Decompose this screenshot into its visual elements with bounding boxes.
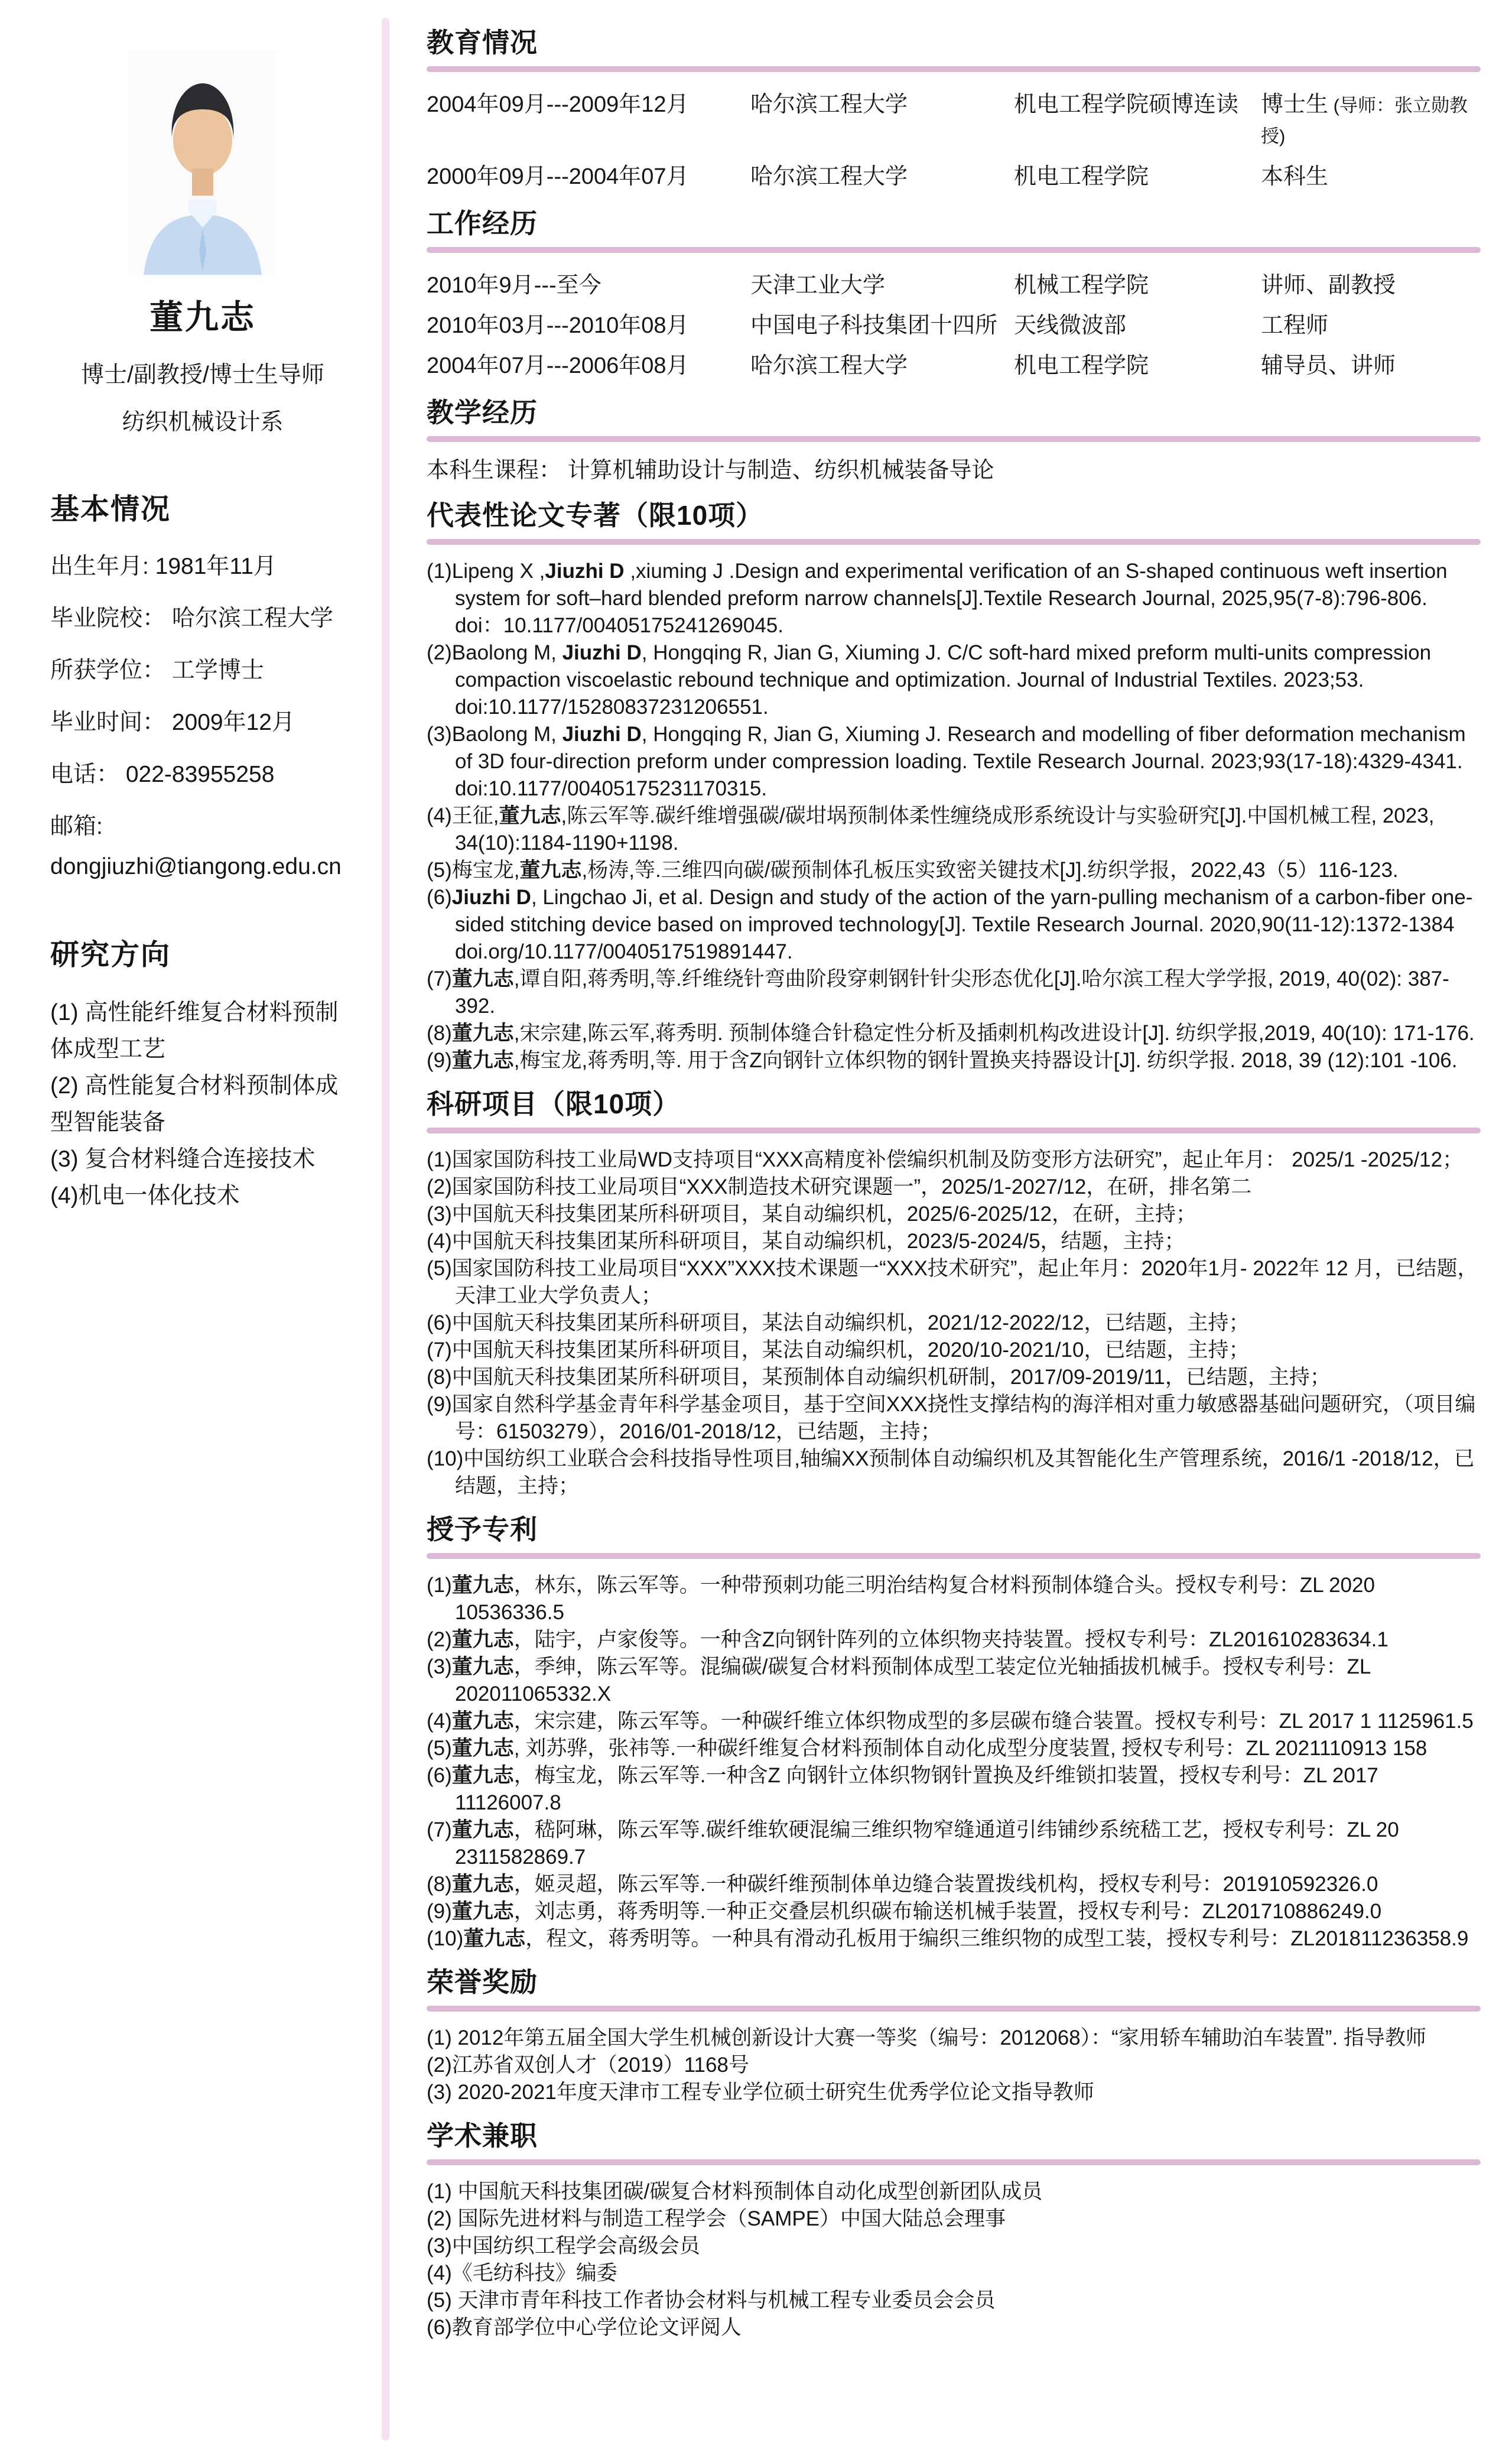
project-item (427, 1364, 1481, 1391)
author-name-bold: 董九志 (519, 859, 582, 882)
basic-info-line (50, 707, 355, 738)
item-text: , Hongqing R, Jian G, Xiuming J. Research and modelling of fiber deformation mechanism of 3D four-direction preform under compression loading. Textile Research Journal. 2023;93(17-18):4329-4341. doi:10.1177/00405175231170315. (455, 723, 1466, 800)
item-text: (4) (427, 1710, 452, 1733)
patent-item (427, 1626, 1481, 1653)
item-text: (4)《毛纺科技》编委 (427, 2262, 617, 2285)
item-text: 出生年月: 1981年11月 (50, 554, 277, 579)
project-item (427, 1174, 1481, 1201)
teaching-section-title: 教学经历 (427, 397, 538, 428)
item-text: (2) 国际先进材料与制造工程学会（SAMPE）中国大陆总会理事 (427, 2207, 1006, 2230)
item-text: ，陆宇，卢家俊等。一种含Z向钢针阵列的立体织物夹持装置。授权专利号：ZL201610283634.1 (513, 1628, 1389, 1651)
patent-item (427, 1817, 1481, 1871)
sidebar-main-divider (382, 18, 389, 2441)
cell-department: 机械工程学院 (1014, 273, 1149, 298)
item-text: ，程文，蒋秀明等。一种具有滑动孔板用于编织三维织物的成型工装，授权专利号：ZL201811236358.9 (525, 1927, 1469, 1950)
research-direction-item (50, 1141, 355, 1178)
cell-organization: 哈尔滨工程大学 (750, 92, 908, 117)
item-text: ,xiuming J .Design and experimental verification of an S-shaped continuous weft insertion system for soft–hard blended preform narrow channels[J].Textile Research Journal, 2025,95(7-8):796-806. doi：10.1177/00405175241269045. (455, 560, 1448, 637)
paper-item (427, 1020, 1481, 1047)
item-text: (3) 2020-2021年度天津市工程专业学位硕士研究生优秀学位论文指导教师 (427, 2081, 1094, 2104)
patent-item (427, 1653, 1481, 1708)
research-direction-item (50, 1068, 355, 1141)
author-name-bold: 董九志 (451, 1873, 514, 1896)
section-underline (427, 436, 1481, 442)
research-directions-list (50, 995, 355, 1214)
projects-section-title: 科研项目（限10项） (427, 1089, 681, 1119)
section-underline (427, 66, 1481, 72)
patent-item (427, 1572, 1481, 1626)
item-text: (5)国家国防科技工业局项目“XXX”XXX技术课题一“XXX技术研究”，起止年月：2020年1月- 2022年 12 月，已结题，天津工业大学负责人； (427, 1257, 1478, 1307)
item-text: 毕业时间： 2009年12月 (50, 710, 295, 735)
projects-list (427, 1146, 1481, 1500)
author-name-bold: 董九志 (451, 1737, 514, 1760)
item-text: (6) (427, 886, 452, 909)
patent-item (427, 1735, 1481, 1762)
item-text: ,梅宝龙,蒋秀明,等. 用于含Z向钢针立体织物的钢针置换夹持器设计[J]. 纺织学报. 2018, 39 (12):101 -106. (513, 1049, 1458, 1072)
section-honors (427, 1961, 1481, 2106)
patents-list (427, 1572, 1481, 1953)
author-name-bold: 董九志 (451, 1628, 514, 1651)
paper-item (427, 884, 1481, 966)
author-name-bold: 董九志 (463, 1927, 526, 1950)
item-text: (4)中国航天科技集团某所科研项目，某自动编织机，2023/5-2024/5，结题，主持； (427, 1230, 1185, 1253)
cell-role: 本科生 (1261, 164, 1329, 189)
academic-list (427, 2178, 1481, 2341)
item-text: (5) 天津市青年科技工作者协会材料与机械工程专业委员会会员 (427, 2289, 996, 2312)
cell-role: 辅导员、讲师 (1261, 353, 1396, 378)
paper-item (427, 558, 1481, 639)
cell-date: 2010年03月---2010年08月 (427, 313, 689, 338)
item-text: ，姬灵超，陈云军等.一种碳纤维预制体单边缝合装置拨线机构，授权专利号：201910592326.0 (513, 1873, 1378, 1896)
patent-item (427, 1762, 1481, 1817)
paper-item (427, 639, 1481, 721)
academic-item (427, 2178, 1481, 2205)
item-text: (2)Baolong M, (427, 641, 562, 664)
cell-organization: 中国电子科技集团十四所 (750, 313, 998, 338)
item-text: (2)国家国防科技工业局项目“XXX制造技术研究课题一”，2025/1-2027/12，在研，排名第二 (427, 1175, 1252, 1198)
honors-section-title: 荣誉奖励 (427, 1967, 538, 1997)
cell-role: 博士生 (导师：张立勋教授) (1261, 92, 1468, 147)
project-item (427, 1337, 1481, 1364)
section-underline (427, 1128, 1481, 1133)
item-text: ，嵇阿琳，陈云军等.碳纤维软硬混编三维织物窄缝通道引纬铺纱系统嵇工艺，授权专利号：ZL 20 2311582869.7 (455, 1818, 1399, 1869)
section-patents (427, 1508, 1481, 1953)
section-work (427, 202, 1481, 381)
cell-date: 2010年9月---至今 (427, 273, 601, 298)
item-text: , Lingchao Ji, et al. Design and study of the action of the yarn-pulling mechanism of a carbon-fiber one-sided stitching device based on improved technology[J]. Textile Research Journal. 2020,90(11-12):1372-1384 doi.org/10.1177/0040517519891447. (455, 886, 1473, 963)
main-content (427, 18, 1481, 2346)
section-papers (427, 494, 1481, 1074)
basic-info-line (50, 852, 355, 882)
section-projects (427, 1083, 1481, 1500)
author-name-bold: 董九志 (451, 1022, 514, 1045)
table-row (427, 271, 1481, 300)
item-text: (9) (427, 1900, 452, 1923)
project-item (427, 1146, 1481, 1174)
basic-info-line (50, 655, 355, 686)
item-text: ，梅宝龙，陈云军等.一种含Z 向钢针立体织物钢针置换及纤维锁扣装置，授权专利号：ZL 2017 11126007.8 (455, 1764, 1378, 1814)
patent-item (427, 1708, 1481, 1735)
faculty-name: 董九志 (149, 298, 256, 336)
basic-info-list (50, 551, 355, 882)
item-text: (8) (427, 1873, 452, 1896)
section-underline (427, 247, 1481, 253)
author-name-bold: Jiuzhi D (451, 886, 531, 909)
item-text: (2) (427, 1628, 452, 1651)
item-text: 毕业院校： 哈尔滨工程大学 (50, 606, 333, 631)
patent-item (427, 1871, 1481, 1898)
item-text: (1) (427, 1574, 452, 1597)
paper-item (427, 803, 1481, 857)
item-text: , 刘苏骅，张祎等.一种碳纤维复合材料预制体自动化成型分度装置, 授权专利号：ZL 2021110913 158 (513, 1737, 1428, 1760)
academic-item (427, 2233, 1481, 2260)
item-text: (10)中国纺织工业联合会科技指导性项目,轴编XX预制体自动编织机及其智能化生产管理系统，2016/1 -2018/12，已结题，主持； (427, 1447, 1475, 1497)
author-name-bold: 董九志 (499, 804, 561, 827)
education-section-title: 教育情况 (427, 27, 538, 58)
item-text: (1)Lipeng X , (427, 560, 545, 583)
item-text: (5) (427, 1737, 452, 1760)
cell-department: 机电工程学院 (1014, 353, 1149, 378)
basic-info-heading: 基本情况 (50, 493, 171, 525)
cell-role: 工程师 (1261, 313, 1329, 338)
patents-section-title: 授予专利 (427, 1514, 538, 1545)
faculty-department: 纺织机械设计系 (122, 410, 284, 435)
author-name-bold: 董九志 (451, 1710, 514, 1733)
item-text: ，林东，陈云军等。一种带预刺功能三明治结构复合材料预制体缝合头。授权专利号：ZL 2020 10536336.5 (455, 1574, 1375, 1624)
item-text: (9) (427, 1049, 452, 1072)
author-name-bold: 董九志 (451, 967, 514, 990)
paper-item (427, 1047, 1481, 1074)
author-name-bold: 董九志 (451, 1764, 514, 1787)
patent-item (427, 1925, 1481, 1953)
author-name-bold: Jiuzhi D (545, 560, 625, 583)
author-name-bold: 董九志 (451, 1900, 514, 1923)
item-text: (1) 2012年第五届全国大学生机械创新设计大赛一等奖（编号：2012068）：“家用轿车辅助泊车装置”. 指导教师 (427, 2026, 1426, 2049)
section-teaching (427, 391, 1481, 486)
item-text: (2) 高性能复合材料预制体成型智能装备 (50, 1073, 339, 1135)
author-name-bold: 董九志 (451, 1049, 514, 1072)
item-text: (9)国家自然科学基金青年科学基金项目，基于空间XXX挠性支撑结构的海洋相对重力敏感器基础问题研究，（项目编号：61503279），2016/01-2018/12，已结题，主持； (427, 1393, 1476, 1443)
item-text: (1) 高性能纤维复合材料预制体成型工艺 (50, 1000, 339, 1062)
cell-department: 机电工程学院 (1014, 164, 1149, 189)
project-item (427, 1445, 1481, 1500)
project-item (427, 1310, 1481, 1337)
item-text: (4)机电一体化技术 (50, 1183, 240, 1208)
item-text: 所获学位： 工学博士 (50, 658, 264, 683)
item-text: (1) 中国航天科技集团碳/碳复合材料预制体自动化成型创新团队成员 (427, 2180, 1043, 2203)
cell-organization: 哈尔滨工程大学 (750, 164, 908, 189)
item-text: (10) (427, 1927, 464, 1950)
research-direction-item (50, 995, 355, 1068)
item-text: ，宋宗建，陈云军等。一种碳纤维立体织物成型的多层碳布缝合装置。授权专利号：ZL 2017 1 1125961.5 (513, 1710, 1474, 1733)
academic-item (427, 2287, 1481, 2314)
cell-organization: 哈尔滨工程大学 (750, 353, 908, 378)
academic-item (427, 2314, 1481, 2341)
item-text: (7) (427, 967, 452, 990)
section-underline (427, 2006, 1481, 2012)
basic-info-line (50, 811, 355, 842)
item-text: (1)国家国防科技工业局WD支持项目“XXX高精度补偿编织机制及防变形方法研究”，起止年月： 2025/1 -2025/12； (427, 1148, 1464, 1171)
basic-info-line (50, 551, 355, 582)
teaching-courses-line: 本科生课程： 计算机辅助设计与制造、纺织机械装备导论 (427, 458, 994, 483)
item-text: (6)中国航天科技集团某所科研项目，某法自动编织机，2021/12-2022/12，已结题，主持； (427, 1311, 1250, 1334)
section-academic (427, 2114, 1481, 2341)
author-name-bold: 董九志 (451, 1574, 514, 1597)
item-text: 邮箱: (50, 814, 103, 839)
item-text: ,杨涛,等.三维四向碳/碳预制体孔板压实致密关键技术[J].纺织学报，2022,43（5）116-123. (581, 859, 1399, 882)
education-table (427, 85, 1481, 191)
cell-role: 讲师、副教授 (1261, 273, 1396, 298)
project-item (427, 1391, 1481, 1445)
item-text: 电话： 022-83955258 (50, 762, 275, 787)
honor-item (427, 2025, 1481, 2052)
item-text: (8)中国航天科技集团某所科研项目，某预制体自动编织机研制，2017/09-2019/11，已结题，主持； (427, 1366, 1331, 1389)
faculty-title: 博士/副教授/博士生导师 (81, 362, 324, 388)
item-text: (7)中国航天科技集团某所科研项目，某法自动编织机，2020/10-2021/10，已结题，主持； (427, 1339, 1250, 1362)
patent-item (427, 1898, 1481, 1925)
item-text: (8) (427, 1022, 452, 1045)
author-name-bold: 董九志 (451, 1818, 514, 1841)
section-education (427, 21, 1481, 191)
item-text: ,陈云军等.碳纤维增强碳/碳坩埚预制体柔性缠绕成形系统设计与实验研究[J].中国机械工程, 2023, 34(10):1184-1190+1198. (455, 804, 1435, 855)
basic-info-line (50, 759, 355, 790)
advisor-note: (导师：张立勋教授) (1261, 95, 1468, 147)
item-text: ，季绅，陈云军等。混编碳/碳复合材料预制体成型工装定位光轴插拔机械手。授权专利号：ZL 202011065332.X (455, 1655, 1371, 1705)
paper-item (427, 857, 1481, 884)
cell-date: 2000年09月---2004年07月 (427, 164, 689, 189)
table-row (427, 90, 1481, 151)
item-text: (3)中国纺织工程学会高级会员 (427, 2234, 700, 2257)
papers-section-title: 代表性论文专著（限10项） (427, 500, 764, 531)
honor-item (427, 2052, 1481, 2079)
cell-date: 2004年09月---2009年12月 (427, 92, 689, 117)
item-text: (3) 复合材料缝合连接技术 (50, 1146, 316, 1172)
table-row (427, 311, 1481, 340)
author-name-bold: Jiuzhi D (562, 723, 642, 746)
cell-organization: 天津工业大学 (750, 273, 886, 298)
cell-date: 2004年07月---2006年08月 (427, 353, 689, 378)
item-text: dongjiuzhi@tiangong.edu.cn (50, 854, 342, 879)
item-text: (6)教育部学位中心学位论文评阅人 (427, 2316, 742, 2339)
item-text: (7) (427, 1818, 452, 1841)
honor-item (427, 2079, 1481, 2106)
item-text: (3) (427, 1655, 452, 1678)
research-directions-heading: 研究方向 (50, 939, 171, 971)
person-portrait-illustration (128, 50, 277, 275)
item-text: , Hongqing R, Jian G, Xiuming J. C/C soft-hard mixed preform multi-units compression compaction viscoelastic rebound technique and optimization. Journal of Industrial Textiles. 2023;53. doi:10.1177/15280837231206551. (455, 641, 1432, 719)
section-underline (427, 539, 1481, 545)
project-item (427, 1228, 1481, 1255)
work-table (427, 266, 1481, 381)
section-underline (427, 2159, 1481, 2165)
item-text: (3)Baolong M, (427, 723, 562, 746)
author-name-bold: Jiuzhi D (562, 641, 642, 664)
section-underline (427, 1553, 1481, 1559)
paper-item (427, 721, 1481, 803)
item-text: (2)江苏省双创人才（2019）1168号 (427, 2054, 749, 2077)
academic-section-title: 学术兼职 (427, 2120, 538, 2151)
research-direction-item (50, 1178, 355, 1214)
item-text: (5)梅宝龙, (427, 859, 520, 882)
project-item (427, 1201, 1481, 1228)
basic-info-line (50, 603, 355, 634)
papers-list (427, 558, 1481, 1074)
item-text: (4)王征, (427, 804, 499, 827)
work-section-title: 工作经历 (427, 208, 538, 239)
academic-item (427, 2205, 1481, 2233)
cell-department: 机电工程学院硕博连读 (1014, 92, 1239, 117)
paper-item (427, 966, 1481, 1020)
profile-photo (128, 50, 277, 275)
profile-sidebar (50, 50, 355, 1214)
table-row (427, 162, 1481, 191)
item-text: ,宋宗建,陈云军,蒋秀明. 预制体缝合针稳定性分析及插刺机构改进设计[J]. 纺织学报,2019, 40(10): 171-176. (513, 1022, 1475, 1045)
table-row (427, 351, 1481, 381)
item-text: (3)中国航天科技集团某所科研项目，某自动编织机，2025/6-2025/12，在研，主持； (427, 1203, 1197, 1226)
academic-item (427, 2260, 1481, 2287)
item-text: (6) (427, 1764, 452, 1787)
author-name-bold: 董九志 (451, 1655, 514, 1678)
project-item (427, 1255, 1481, 1310)
honors-list (427, 2025, 1481, 2106)
item-text: ，刘志勇，蒋秀明等.一种正交叠层机织碳布输送机械手装置，授权专利号：ZL201710886249.0 (513, 1900, 1382, 1923)
cell-department: 天线微波部 (1014, 313, 1127, 338)
item-text: ,谭自阳,蒋秀明,等.纤维绕针弯曲阶段穿刺钢针针尖形态优化[J].哈尔滨工程大学学报, 2019, 40(02): 387-392. (455, 967, 1449, 1018)
